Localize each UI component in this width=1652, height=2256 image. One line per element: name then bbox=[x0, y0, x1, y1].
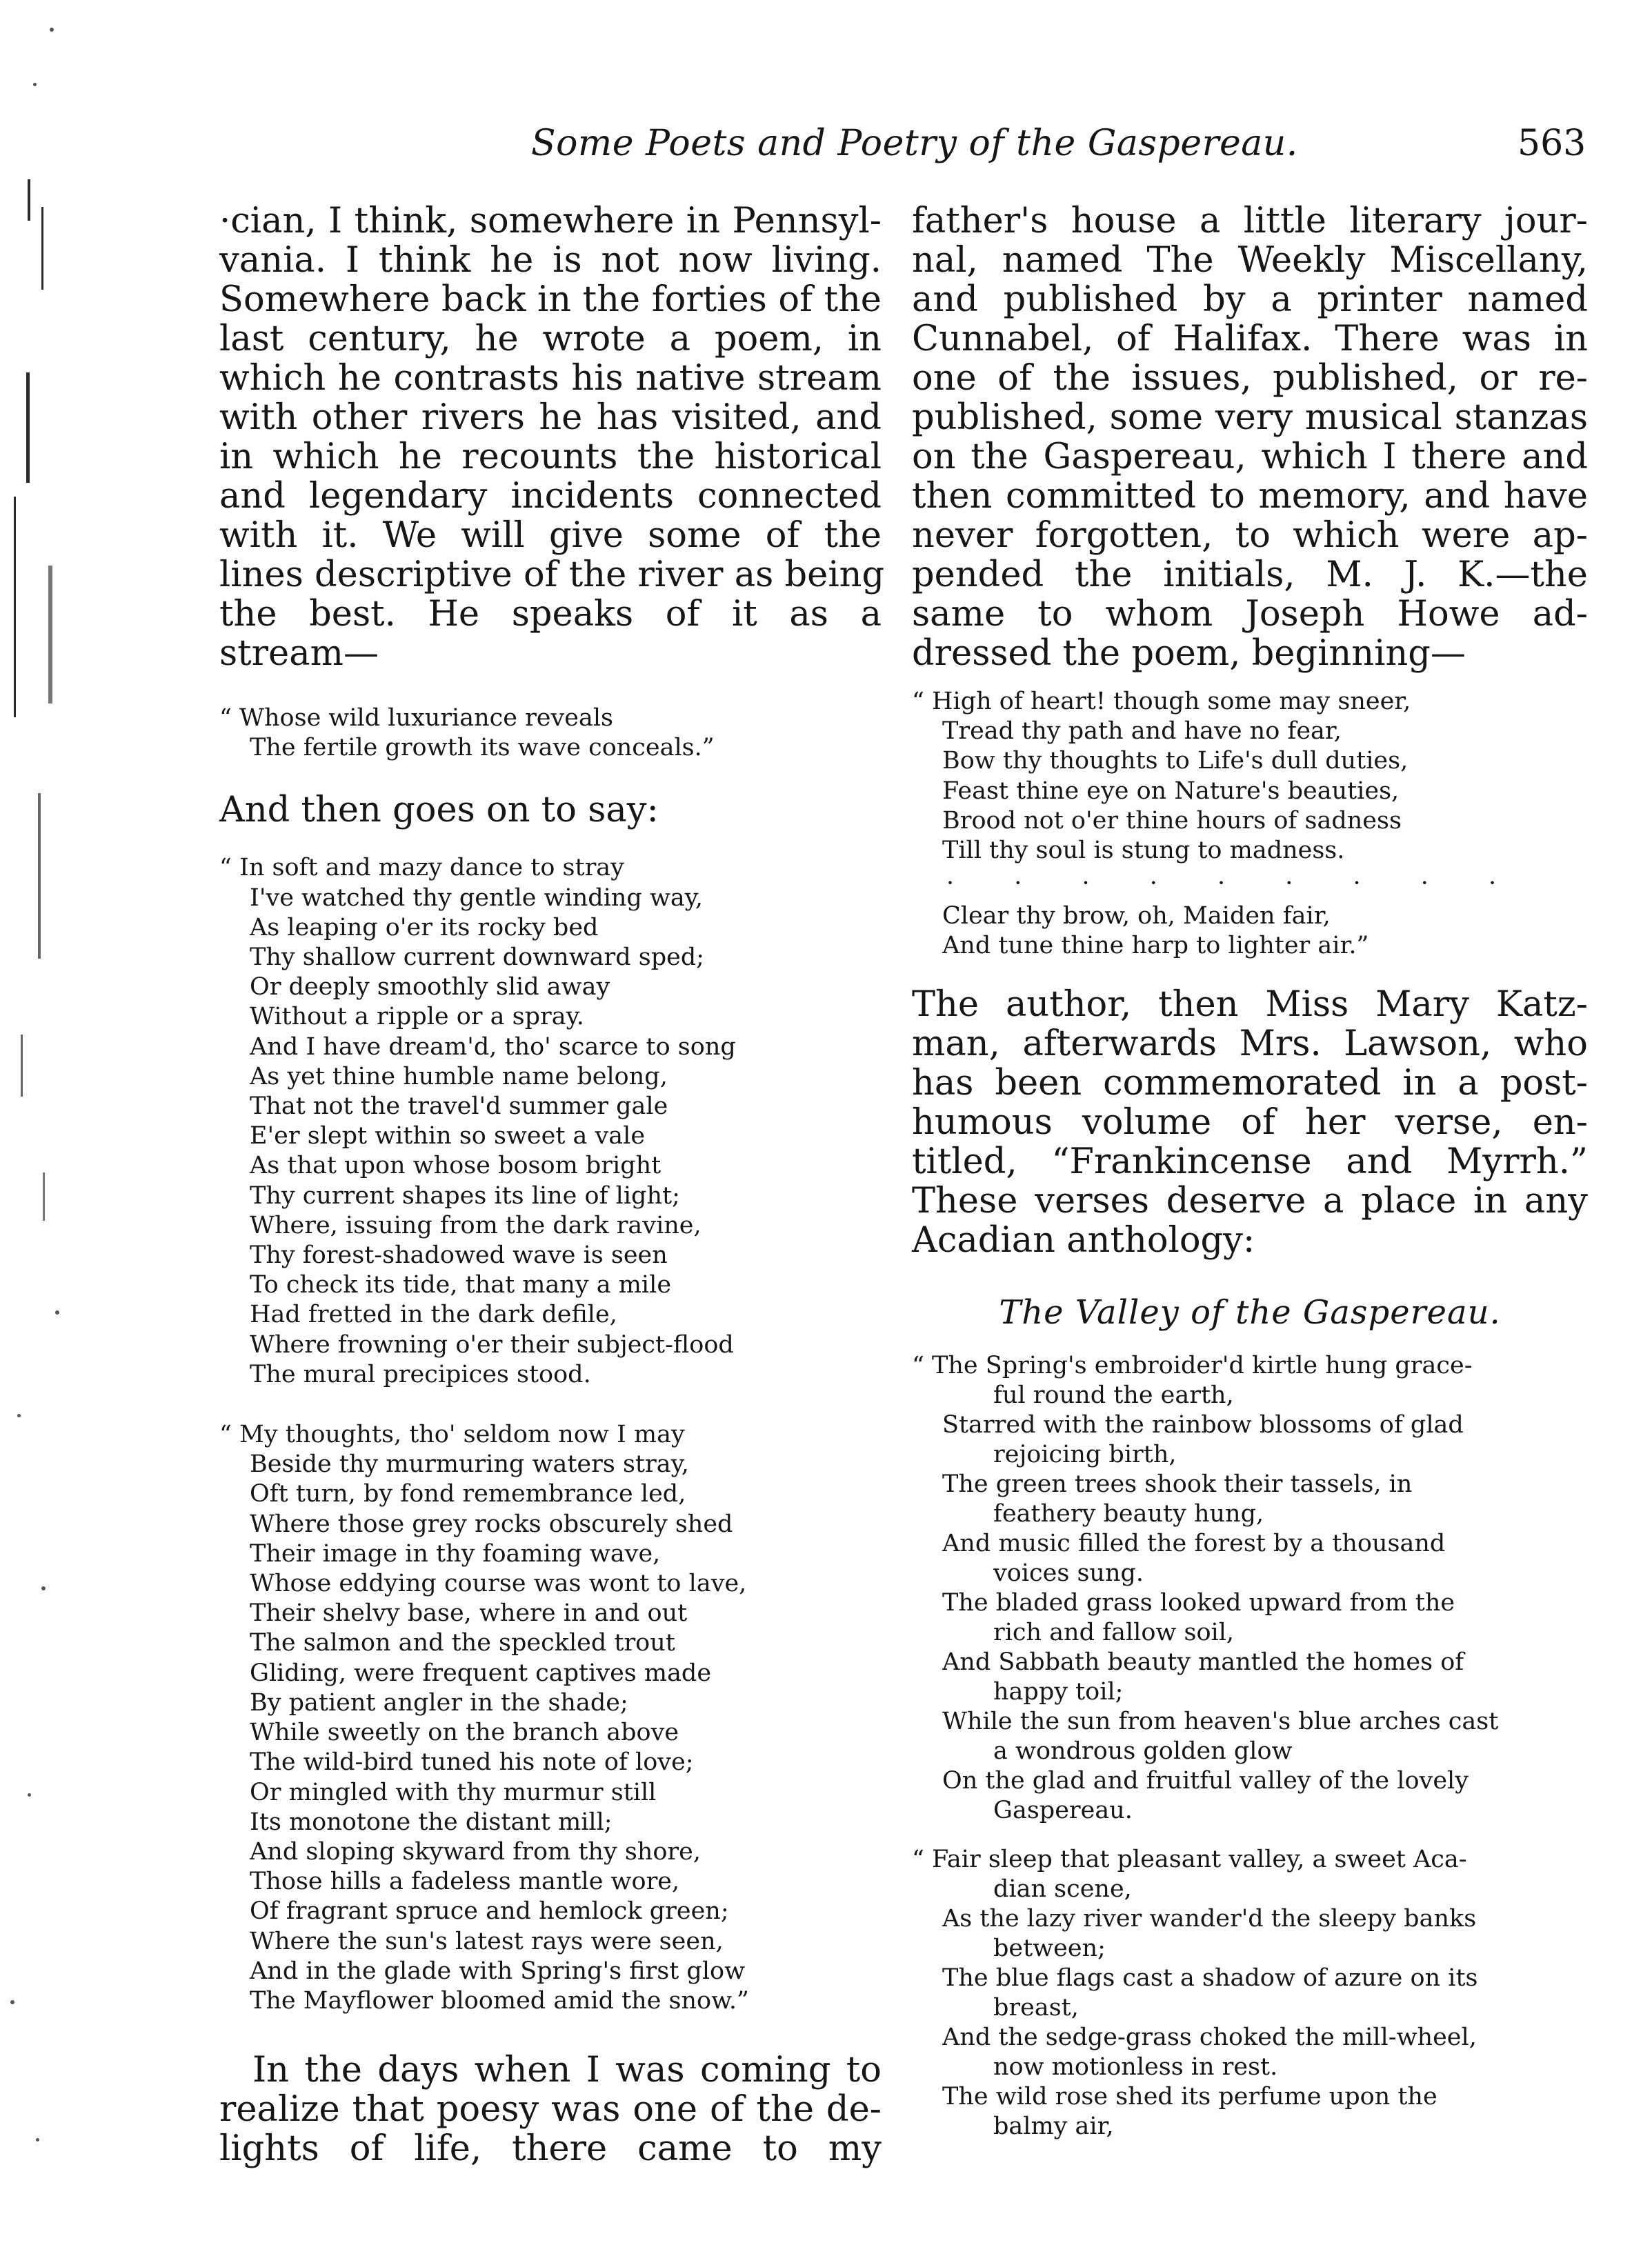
stanza-line bbox=[912, 1588, 1588, 1648]
running-title: Some Poets and Poetry of the Gaspereau. bbox=[531, 123, 1298, 164]
line-continuation: rejoicing birth, bbox=[993, 1440, 1177, 1468]
verse-line: Its monotone the distant mill; bbox=[250, 1808, 613, 1836]
verse-line: Brood not o'er thine hours of sadness bbox=[942, 806, 1402, 835]
verse-line: While sweetly on the branch above bbox=[250, 1719, 679, 1747]
verse-line: Thy shallow current downward sped; bbox=[250, 944, 705, 972]
text-line: nal, named The Weekly Miscellany, bbox=[912, 240, 1588, 281]
text-line: titled, “Frankincense and Myrrh.” bbox=[912, 1141, 1588, 1182]
verse-line: Where the sun's latest rays were seen, bbox=[250, 1927, 724, 1955]
line-continuation: feathery beauty hung, bbox=[993, 1499, 1264, 1528]
text-line: never forgotten, to which were ap- bbox=[912, 515, 1588, 556]
text-line: with other rivers he has visited, and bbox=[219, 397, 882, 438]
verse-line: The salmon and the speckled trout bbox=[250, 1629, 675, 1657]
verse-line: The mural precipices stood. bbox=[250, 1360, 591, 1388]
line-start: On the glad and fruitful valley of the lovely bbox=[942, 1766, 1469, 1795]
stanza-line bbox=[912, 1766, 1588, 1826]
stanza-line bbox=[912, 1648, 1588, 1707]
verse-line: Or mingled with thy murmur still bbox=[250, 1778, 657, 1806]
stanza-line bbox=[912, 1410, 1588, 1470]
verse-line: Thy forest-shadowed wave is seen bbox=[250, 1241, 668, 1270]
line-start: “ Fair sleep that pleasant valley, a sweet Aca- bbox=[912, 1845, 1467, 1873]
poem-stanza-2 bbox=[912, 1845, 1588, 2142]
verse-line: Bow thy thoughts to Life's dull duties, bbox=[942, 747, 1409, 775]
text-line: And then goes on to say: bbox=[219, 790, 659, 831]
text-line: last century, he wrote a poem, in bbox=[219, 319, 882, 359]
text-line: lines descriptive of the river as being bbox=[219, 555, 885, 595]
left-intro-paragraph bbox=[219, 201, 885, 674]
text-line: stream— bbox=[219, 633, 379, 674]
text-line: realize that poesy was one of the de- bbox=[219, 2089, 882, 2130]
verse-line: Where those grey rocks obscurely shed bbox=[250, 1510, 733, 1538]
line-start: “ The Spring's embroider'd kirtle hung grace- bbox=[912, 1351, 1473, 1379]
text-line: and published by a printer named bbox=[912, 279, 1588, 320]
line-continuation: happy toil; bbox=[993, 1677, 1124, 1706]
verse-line: Clear thy brow, oh, Maiden fair, bbox=[942, 902, 1331, 930]
verse-line: Those hills a fadeless mantle wore, bbox=[250, 1868, 680, 1896]
text-line: with it. We will give some of the bbox=[219, 515, 882, 556]
verse-line: Where frowning o'er their subject-flood bbox=[250, 1330, 734, 1359]
stanza-line bbox=[912, 2082, 1588, 2142]
verse-line: As leaping o'er its rocky bed bbox=[250, 913, 599, 941]
line-start: The wild rose shed its perfume upon the bbox=[942, 2082, 1437, 2110]
quote-high-of-heart bbox=[912, 687, 1588, 866]
text-line: and legendary incidents connected bbox=[219, 476, 882, 517]
text-line: These verses deserve a place in any bbox=[912, 1180, 1588, 1221]
quote-luxuriance bbox=[219, 703, 882, 763]
left-column bbox=[219, 201, 885, 2170]
verse-line: Where, issuing from the dark ravine, bbox=[250, 1211, 701, 1239]
quote-high-of-heart-end bbox=[912, 901, 1588, 961]
right-column bbox=[912, 201, 1588, 2142]
text-line: Acadian anthology: bbox=[912, 1219, 1255, 1261]
verse-line: “ My thoughts, tho' seldom now I may bbox=[219, 1421, 685, 1449]
stanza-line bbox=[912, 1964, 1588, 2023]
line-continuation: Gaspereau. bbox=[993, 1796, 1133, 1824]
text-line: father's house a little literary jour- bbox=[912, 201, 1588, 241]
verse-line: The Mayflower bloomed amid the snow.” bbox=[250, 1986, 749, 2015]
text-line: pended the initials, M. J. K.—the bbox=[912, 555, 1588, 595]
verse-line: The wild-bird tuned his note of love; bbox=[250, 1748, 694, 1777]
text-line: on the Gaspereau, which I there and bbox=[912, 437, 1588, 477]
text-line: one of the issues, published, or re- bbox=[912, 358, 1588, 399]
verse-line: As yet thine humble name belong, bbox=[250, 1062, 668, 1090]
line-start: The green trees shook their tassels, in bbox=[942, 1470, 1413, 1498]
verse-line: Their image in thy foaming wave, bbox=[250, 1539, 661, 1568]
line-continuation: now motionless in rest. bbox=[993, 2053, 1278, 2081]
line-start: As the lazy river wander'd the sleepy banks bbox=[942, 1904, 1477, 1933]
text-line: ·cian, I think, somewhere in Pennsyl- bbox=[219, 201, 882, 241]
line-start: Starred with the rainbow blossoms of glad bbox=[942, 1410, 1464, 1439]
stanza-line bbox=[912, 1904, 1588, 1964]
line-start: The bladed grass looked upward from the bbox=[942, 1588, 1455, 1617]
verse-line: Of fragrant spruce and hemlock green; bbox=[250, 1897, 729, 1926]
stanza-line bbox=[912, 2023, 1588, 2082]
verse-line: Beside thy murmuring waters stray, bbox=[250, 1450, 689, 1479]
verse-line: That not the travel'd summer gale bbox=[250, 1092, 668, 1121]
text-line: in which he recounts the historical bbox=[219, 437, 882, 477]
stanza-line bbox=[912, 1470, 1588, 1529]
right-mid-paragraph bbox=[912, 985, 1588, 1260]
verse-line: Gliding, were frequent captives made bbox=[250, 1659, 712, 1687]
verse-line: The fertile growth its wave conceals.” bbox=[250, 734, 715, 762]
verse-line: “ In soft and mazy dance to stray bbox=[219, 854, 624, 882]
line-start: And the sedge-grass choked the mill-wheel, bbox=[942, 2023, 1477, 2051]
line-continuation: voices sung. bbox=[993, 1559, 1144, 1587]
verse-line: “ Whose wild luxuriance reveals bbox=[219, 704, 614, 732]
verse-line: Or deeply smoothly slid away bbox=[250, 973, 610, 1001]
verse-line: Whose eddying course was wont to lave, bbox=[250, 1570, 747, 1598]
left-closing-paragraph bbox=[219, 2050, 882, 2168]
poem-title: The Valley of the Gaspereau. bbox=[999, 1292, 1501, 1332]
line-continuation: ful round the earth, bbox=[993, 1381, 1234, 1409]
line-start: And Sabbath beauty mantled the homes of bbox=[942, 1648, 1464, 1676]
verse-line: Their shelvy base, where in and out bbox=[250, 1599, 688, 1628]
text-line: has been commemorated in a post- bbox=[912, 1062, 1588, 1104]
verse-line: And I have dream'd, tho' scarce to song bbox=[250, 1032, 736, 1061]
text-line: then committed to memory, and have bbox=[912, 476, 1588, 517]
text-line: In the days when I was coming to bbox=[252, 2050, 882, 2091]
verse-line: Feast thine eye on Nature's beauties, bbox=[942, 777, 1400, 805]
quote-my-thoughts bbox=[219, 1420, 882, 2016]
verse-line: I've watched thy gentle winding way, bbox=[250, 884, 704, 912]
stanza-line bbox=[912, 1845, 1588, 1904]
verse-line: By patient angler in the shade; bbox=[250, 1688, 628, 1717]
text-line: vania. I think he is not now living. bbox=[219, 240, 882, 281]
line-start: While the sun from heaven's blue arches cast bbox=[942, 1707, 1499, 1735]
line-start: And music filled the forest by a thousand bbox=[942, 1529, 1446, 1557]
quote-mazy-dance bbox=[219, 853, 882, 1390]
verse-line: And sloping skyward from thy shore, bbox=[250, 1837, 701, 1866]
verse-line: To check its tide, that many a mile bbox=[250, 1271, 672, 1299]
verse-line: Thy current shapes its line of light; bbox=[250, 1181, 680, 1210]
poem-stanza-1 bbox=[912, 1351, 1588, 1826]
text-line: same to whom Joseph Howe ad- bbox=[912, 594, 1588, 635]
verse-line: And in the glade with Spring's first glow bbox=[250, 1957, 746, 1985]
text-line: humous volume of her verse, en- bbox=[912, 1101, 1588, 1143]
verse-line: Had fretted in the dark defile, bbox=[250, 1301, 617, 1329]
text-line: published, some very musical stanzas bbox=[912, 397, 1588, 438]
text-line: which he contrasts his native stream bbox=[219, 358, 882, 399]
verse-line: Tread thy path and have no fear, bbox=[942, 717, 1342, 746]
line-continuation: breast, bbox=[993, 1993, 1079, 2022]
line-continuation: rich and fallow soil, bbox=[993, 1618, 1235, 1646]
stanza-line bbox=[912, 1529, 1588, 1588]
verse-line: “ High of heart! though some may sneer, bbox=[912, 688, 1411, 715]
verse-line: Till thy soul is stung to madness. bbox=[942, 837, 1345, 865]
verse-line: Oft turn, by fond remembrance led, bbox=[250, 1480, 686, 1508]
line-start: The blue flags cast a shadow of azure on its bbox=[942, 1964, 1478, 1992]
text-line: dressed the poem, beginning— bbox=[912, 633, 1466, 674]
ellipsis-row: · · · · · · · · · bbox=[946, 870, 1523, 898]
text-line: The author, then Miss Mary Katz- bbox=[912, 984, 1588, 1025]
stanza-line bbox=[912, 1707, 1588, 1766]
line-continuation: a wondrous golden glow bbox=[993, 1737, 1293, 1765]
verse-line: As that upon whose bosom bright bbox=[250, 1152, 661, 1180]
verse-line: E'er slept within so sweet a vale bbox=[250, 1122, 646, 1150]
transition-line bbox=[219, 790, 882, 830]
text-line: Cunnabel, of Halifax. There was in bbox=[912, 319, 1588, 359]
stanza-line bbox=[912, 1351, 1588, 1410]
scan-gutter bbox=[0, 0, 76, 2256]
line-continuation: balmy air, bbox=[993, 2112, 1114, 2140]
text-line: the best. He speaks of it as a bbox=[219, 594, 882, 635]
line-continuation: between; bbox=[993, 1934, 1106, 1962]
text-line: lights of life, there came to my bbox=[219, 2128, 882, 2170]
text-line: Somewhere back in the forties of the bbox=[219, 279, 882, 320]
text-line: man, afterwards Mrs. Lawson, who bbox=[912, 1023, 1588, 1064]
verse-line: And tune thine harp to lighter air.” bbox=[942, 932, 1369, 960]
page-number: 563 bbox=[1517, 123, 1586, 164]
verse-line: Without a ripple or a spray. bbox=[250, 1003, 584, 1031]
line-continuation: dian scene, bbox=[993, 1875, 1132, 1903]
right-intro-paragraph bbox=[912, 201, 1588, 673]
